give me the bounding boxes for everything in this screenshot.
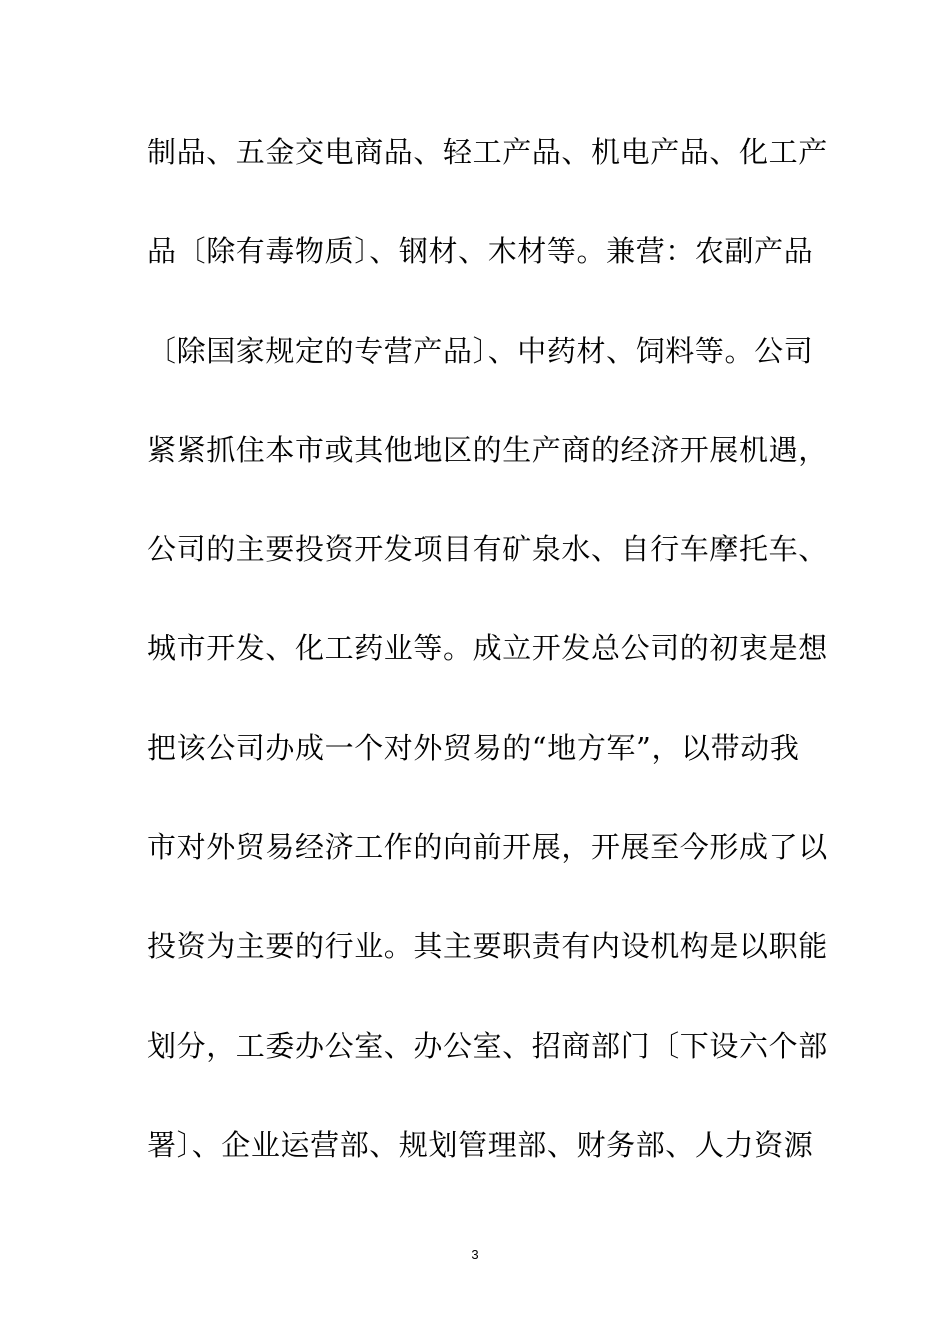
page-number: 3 (471, 1247, 479, 1262)
text-line-6: 城市开发、化工药业等。成立开发总公司的初衷是想 (147, 631, 828, 666)
text-line-10: 划分，工委办公室、办公室、招商部门〔下设六个部 (147, 1028, 828, 1063)
text-line-5: 公司的主要投资开发项目有矿泉水、自行车摩托车、 (147, 532, 828, 567)
text-line-3: 〔除国家规定的专营产品〕、中药材、饲料等。公司 (147, 333, 814, 368)
text-line-1: 制品、五金交电商品、轻工产品、机电产品、化工产 (147, 135, 828, 169)
text-line-4: 紧紧抓住本市或其他地区的生产商的经济开展机遇， (147, 432, 828, 467)
text-line-11: 署〕、企业运营部、规划管理部、财务部、人力资源 (147, 1127, 814, 1162)
text-line-2: 品〔除有毒物质〕、钢材、木材等。兼营：农副产品 (147, 234, 814, 269)
text-line-7: 把该公司办成一个对外贸易的“地方军”，以带动我 (147, 730, 800, 765)
text-line-9: 投资为主要的行业。其主要职责有内设机构是以职能 (147, 929, 828, 964)
text-line-8: 市对外贸易经济工作的向前开展，开展至今形成了以 (147, 830, 828, 865)
body-text (147, 127, 828, 1219)
